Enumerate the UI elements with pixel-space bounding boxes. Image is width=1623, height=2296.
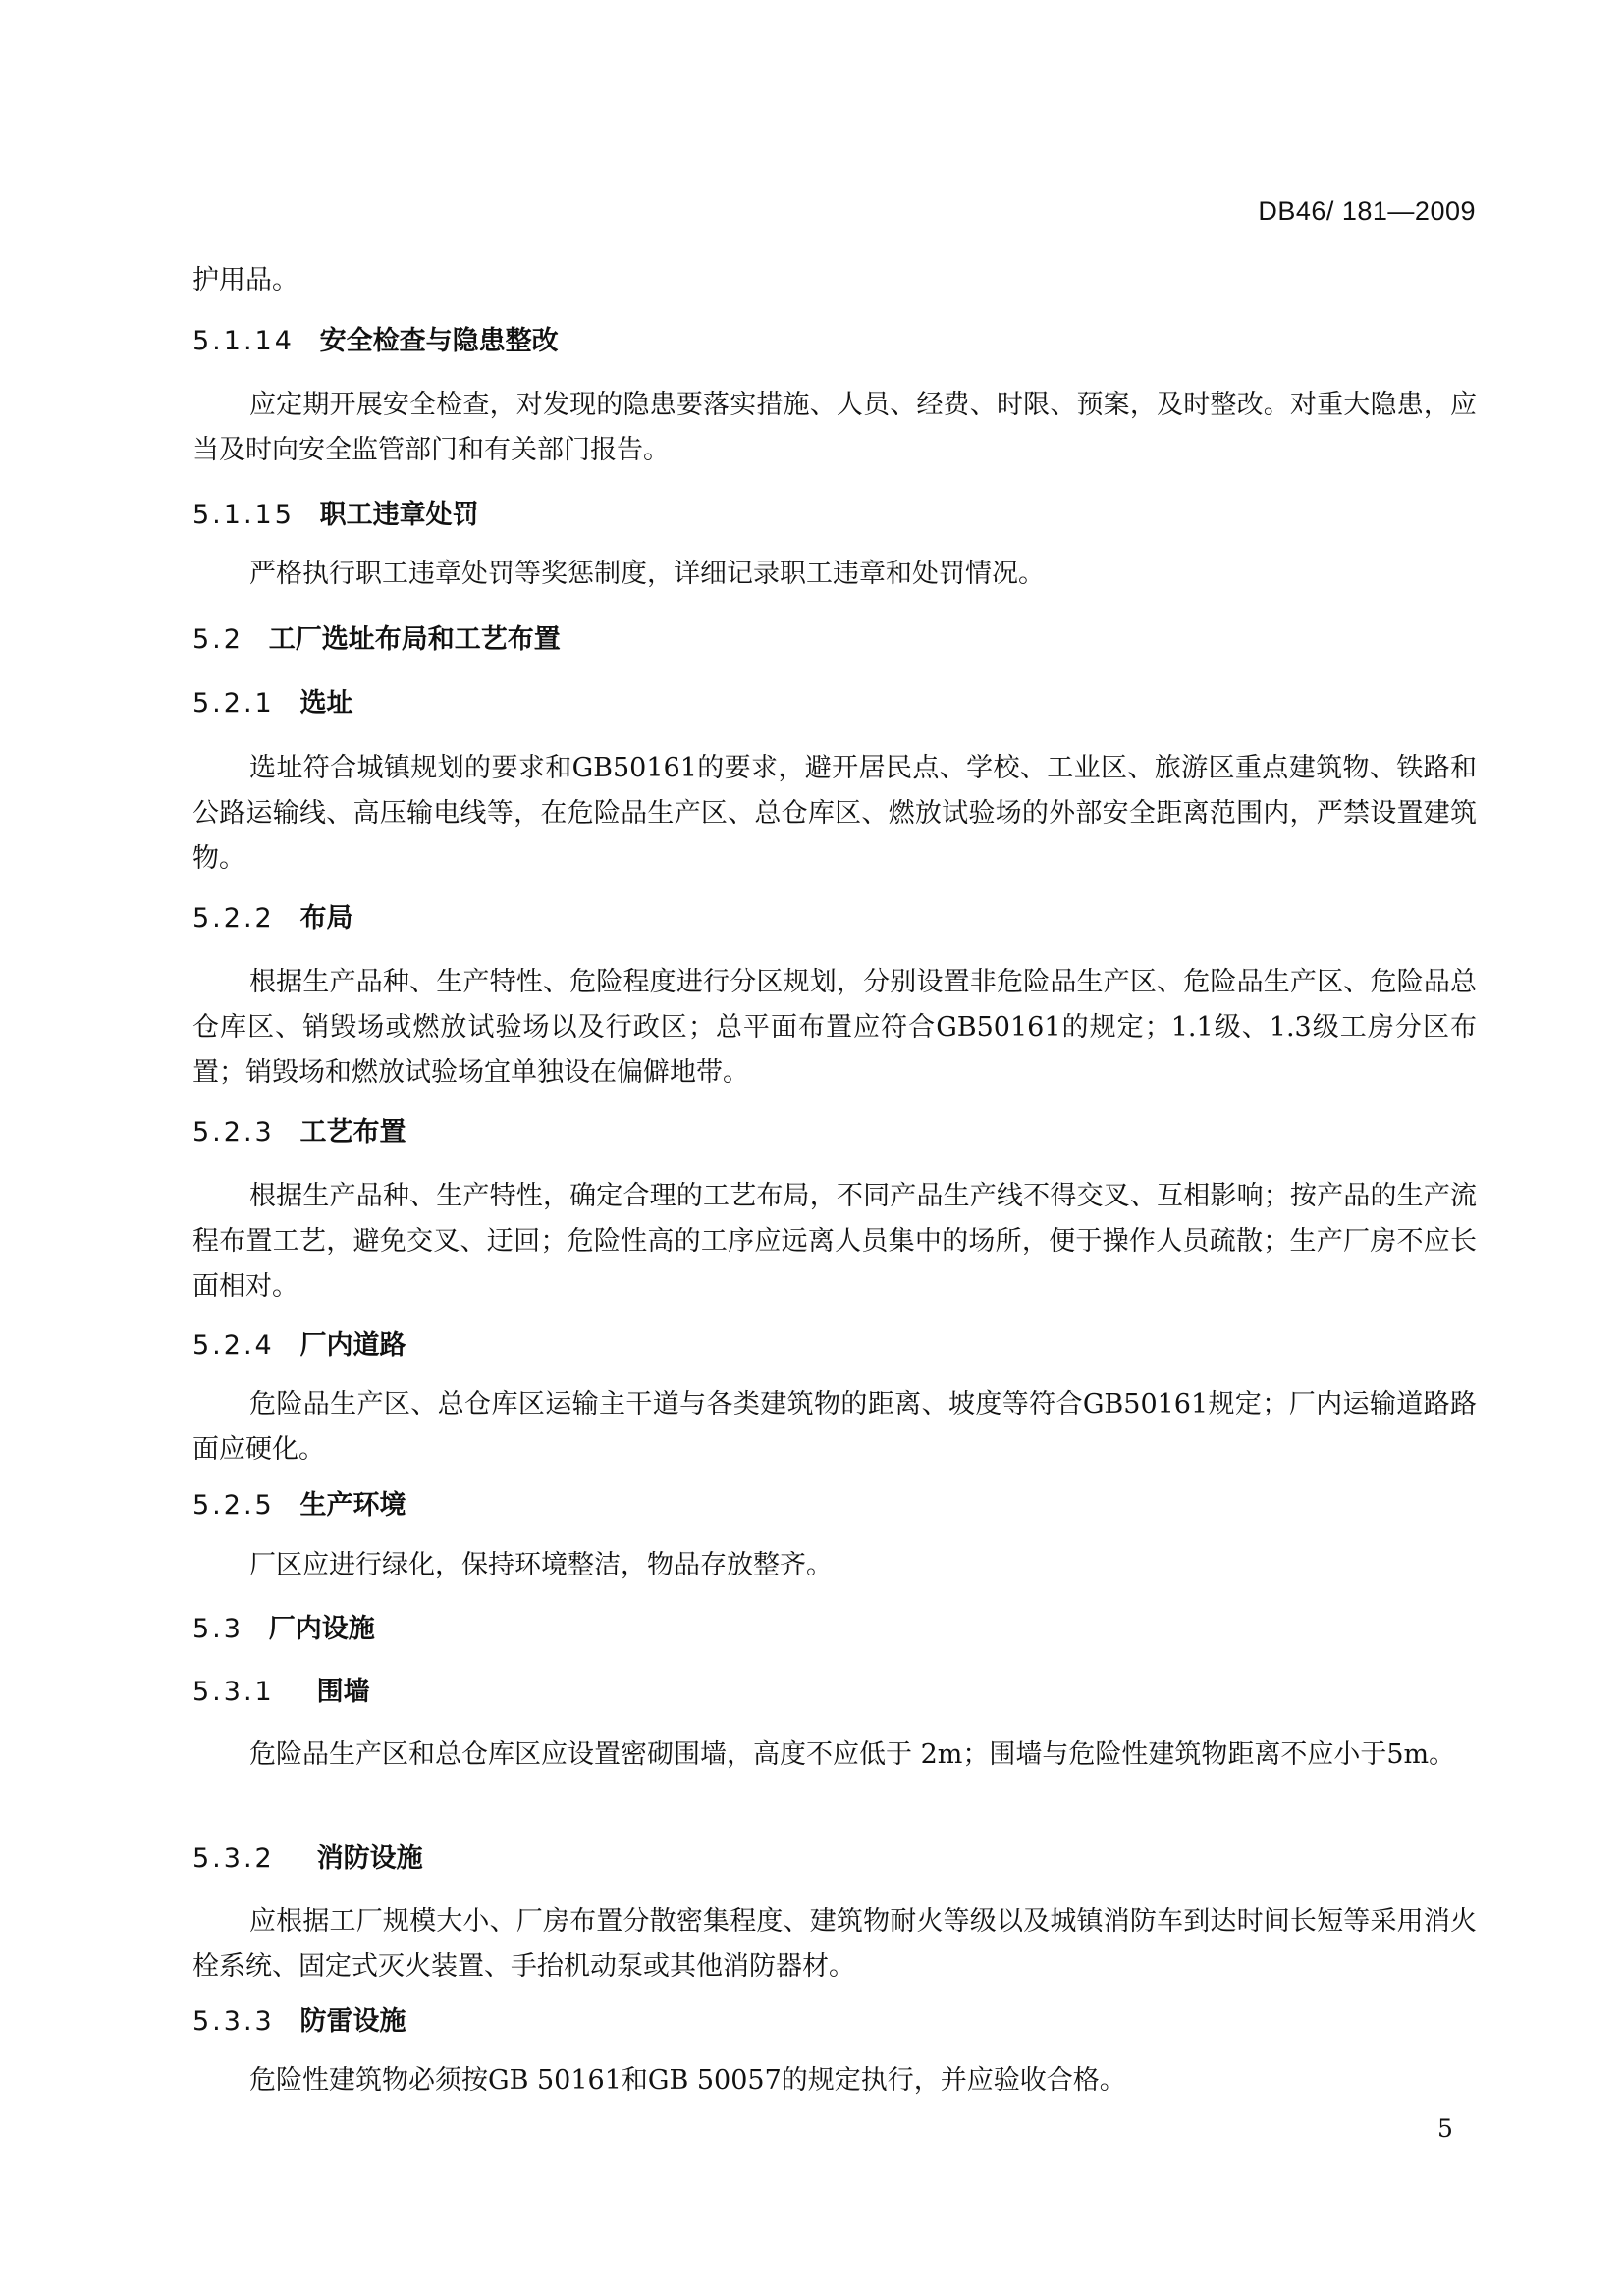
paragraph: 严格执行职工违章处罚等奖惩制度，详细记录职工违章和处罚情况。 [249,559,1045,589]
page-number: 5 [1437,2114,1453,2143]
section-body-5-3-2 [192,1899,1477,1990]
section-title: 选址 [299,688,353,719]
section-body-5-1-15 [192,552,1477,597]
section-title: 围墙 [316,1677,370,1707]
section-title: 工艺布置 [299,1117,406,1148]
section-title: 职工违章处罚 [319,500,479,530]
section-title: 生产环境 [299,1490,406,1521]
paragraph: 选址符合城镇规划的要求和GB50161的要求，避开居民点、学校、工业区、旅游区重点建筑物、铁路和公路运输线、高压输电线等，在危险品生产区、总仓库区、燃放试验场的外部安全距离范围内，严禁设置建筑物。 [192,753,1477,874]
heading-5-1-14 [192,322,1477,361]
section-number: 5.3 [192,1614,243,1644]
section-title: 布局 [299,903,353,934]
heading-5-2-2 [192,899,1477,938]
section-number: 5.3.3 [192,2006,275,2037]
section-title: 厂内设施 [268,1614,375,1644]
paragraph: 危险品生产区和总仓库区应设置密砌围墙，高度不应低于 2m；围墙与危险性建筑物距离不应小于5m。 [249,1739,1456,1770]
section-number: 5.3.2 [192,1843,275,1874]
section-number: 5.2.3 [192,1117,275,1148]
document-code-header: DB46/ 181—2009 [1258,196,1476,226]
section-body-5-2-4 [192,1382,1477,1472]
paragraph: 危险品生产区、总仓库区运输主干道与各类建筑物的距离、坡度等符合GB50161规定；厂内运输道路路面应硬化。 [192,1389,1477,1465]
heading-5-3-3 [192,2002,1477,2042]
section-number: 5.2.5 [192,1490,275,1521]
section-body-5-2-2 [192,960,1477,1095]
paragraph: 厂区应进行绿化，保持环境整洁，物品存放整齐。 [249,1550,833,1580]
section-title: 安全检查与隐患整改 [319,326,559,356]
paragraph: 危险性建筑物必须按GB 50161和GB 50057的规定执行，并应验收合格。 [249,2065,1126,2096]
heading-5-2-1 [192,684,1477,723]
paragraph: 根据生产品种、生产特性，确定合理的工艺布局，不同产品生产线不得交叉、互相影响；按产品的生产流程布置工艺，避免交叉、迂回；危险性高的工序应远离人员集中的场所，便于操作人员疏散；生产厂房不应长面相对。 [192,1181,1477,1302]
heading-5-2-3 [192,1113,1477,1152]
intro-continuation [192,258,1477,303]
section-number: 5.1.14 [192,326,295,356]
heading-5-2-4 [192,1326,1477,1365]
section-title: 厂内道路 [299,1330,406,1361]
paragraph: 应定期开展安全检查，对发现的隐患要落实措施、人员、经费、时限、预案，及时整改。对重大隐患，应当及时向安全监管部门和有关部门报告。 [192,390,1477,465]
section-body-5-1-14 [192,383,1477,473]
section-number: 5.2.4 [192,1330,275,1361]
section-title: 防雷设施 [299,2006,406,2037]
section-body-5-2-1 [192,746,1477,881]
section-body-5-2-3 [192,1174,1477,1309]
heading-5-2-5 [192,1486,1477,1525]
section-body-5-2-5 [192,1543,1477,1588]
paragraph: 根据生产品种、生产特性、危险程度进行分区规划，分别设置非危险品生产区、危险品生产区、危险品总仓库区、销毁场或燃放试验场以及行政区；总平面布置应符合GB50161的规定；1.1级、1.3级工房分区布置；销毁场和燃放试验场宜单独设在偏僻地带。 [192,967,1477,1088]
heading-5-1-15 [192,496,1477,535]
paragraph: 护用品。 [192,265,298,295]
section-number: 5.2.1 [192,688,275,719]
section-body-5-3-3 [192,2058,1477,2104]
section-body-5-3-1 [192,1733,1477,1778]
section-number: 5.2 [192,624,243,655]
heading-5-3-1 [192,1673,1477,1712]
section-title: 工厂选址布局和工艺布置 [268,624,561,655]
section-number: 5.3.1 [192,1677,275,1707]
section-number: 5.2.2 [192,903,275,934]
paragraph: 应根据工厂规模大小、厂房布置分散密集程度、建筑物耐火等级以及城镇消防车到达时间长短等采用消火栓系统、固定式灭火装置、手抬机动泵或其他消防器材。 [192,1906,1477,1982]
heading-5-2 [192,620,1477,660]
heading-5-3-2 [192,1840,1477,1879]
section-title: 消防设施 [316,1843,423,1874]
section-number: 5.1.15 [192,500,295,530]
heading-5-3 [192,1610,1477,1649]
